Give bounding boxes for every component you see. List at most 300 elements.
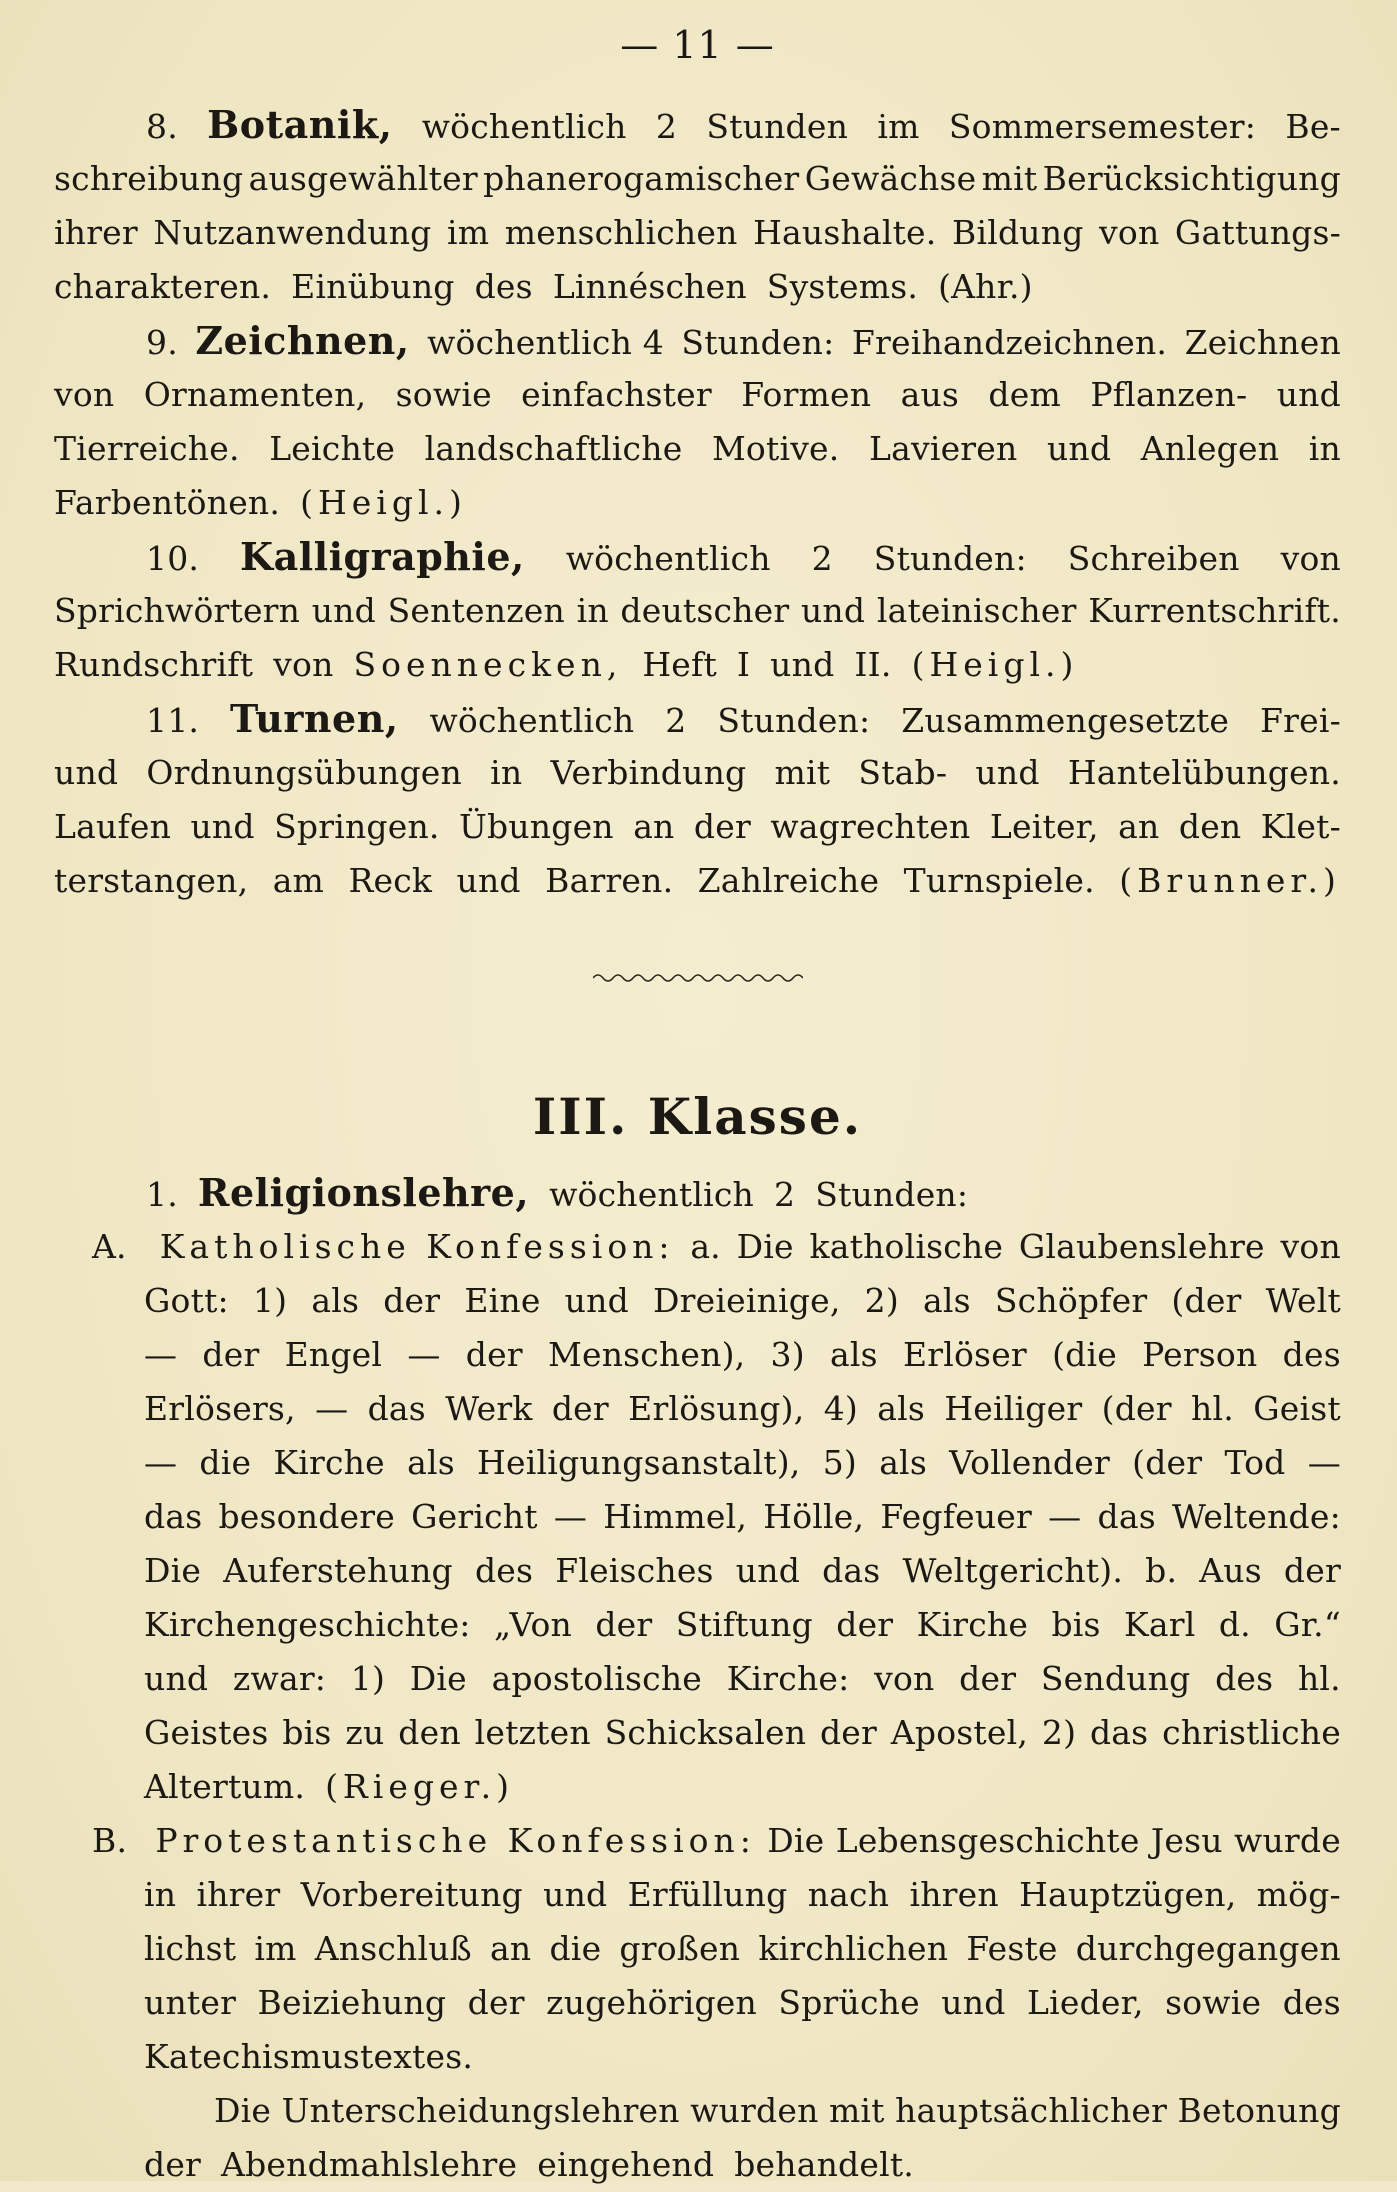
text-word: Lebensgeschichte [835, 1821, 1140, 1860]
text-word: (Ahr.) [938, 267, 1033, 306]
text-word: ihrer [196, 1875, 281, 1914]
text-word: Leichte [269, 429, 396, 468]
text-word: 2 [665, 701, 687, 740]
text-line [54, 260, 1341, 314]
text-word: und [543, 1875, 608, 1914]
text-word: Kirche [916, 1605, 1029, 1644]
text-word: Die [736, 1227, 794, 1266]
text-line [54, 854, 1341, 908]
text-line [144, 1706, 1341, 1760]
list-marker: A. [92, 1227, 127, 1266]
text-word: katholische [809, 1227, 1004, 1266]
text-word: Verbindung [550, 753, 747, 792]
text-word: 2) [864, 1281, 899, 1320]
text-word: wöchentlich [421, 107, 627, 146]
text-word: 2) [1041, 1713, 1077, 1752]
text-word: phanerogamischer [483, 159, 800, 198]
text-word: „Von [493, 1605, 572, 1644]
text-word: Fleisches [555, 1551, 714, 1590]
item-botanik [54, 98, 1341, 314]
text-word: christliche [1162, 1713, 1341, 1752]
text-word: das [144, 1497, 203, 1536]
protestant-section [54, 1814, 1341, 2192]
text-word: Be- [1285, 107, 1341, 146]
text-word: Altertum. [144, 1767, 306, 1806]
text-word: Die [767, 1821, 825, 1860]
text-line [92, 1220, 1341, 1274]
text-word: wurden [690, 2091, 819, 2130]
text-word: (die [1052, 1335, 1117, 1374]
text-word: und [311, 591, 376, 630]
catholic-section [54, 1220, 1341, 1814]
text-word: charakteren. [54, 267, 272, 306]
text-word: des [1215, 1659, 1274, 1698]
text-word: Sommersemester: [948, 107, 1257, 146]
text-word: a. [690, 1227, 721, 1266]
text-word: am [272, 861, 325, 900]
text-word: der [144, 2145, 202, 2184]
text-word: der [551, 1389, 609, 1428]
text-word: wöchentlich [565, 539, 771, 578]
text-word: Vorbereitung [300, 1875, 523, 1914]
text-word: Fegfeuer [880, 1497, 1033, 1536]
text-word: Zeichnen [1184, 323, 1341, 362]
text-word: lateinischer [876, 591, 1077, 630]
text-word: letzten [474, 1713, 591, 1752]
text-word: von [1280, 539, 1341, 578]
text-word: 2 [655, 107, 678, 146]
text-word: Erfüllung [627, 1875, 788, 1914]
text-word: und [800, 591, 866, 630]
text-word: Engel [284, 1335, 383, 1374]
text-word: Feste [966, 1929, 1058, 1968]
text-line [144, 1760, 1341, 1814]
text-word: Schicksalen [604, 1713, 807, 1752]
text-word: Glaubenslehre [1018, 1227, 1265, 1266]
text-word: in [1308, 429, 1341, 468]
text-word: der [595, 1605, 653, 1644]
text-word: im [877, 107, 920, 146]
text-word: ausgewählter [248, 159, 478, 198]
text-word: als [923, 1281, 971, 1320]
text-word: Auferstehung [223, 1551, 453, 1590]
text-word: Bildung [952, 213, 1084, 252]
text-word: Reck [348, 861, 433, 900]
text-word: 1) [252, 1281, 288, 1320]
text-word: Anschluß [314, 1929, 472, 1968]
text-word: besondere [218, 1497, 395, 1536]
text-line [54, 530, 1341, 584]
text-word: hl. [1297, 1659, 1341, 1698]
text-word: hauptsächlicher [895, 2091, 1168, 2130]
text-word: — [144, 1443, 178, 1482]
text-word: Himmel, [603, 1497, 748, 1536]
text-word: nach [807, 1875, 890, 1914]
text-word: aus [900, 375, 960, 414]
text-word: wöchentlich [549, 1175, 754, 1214]
text-line [144, 1868, 1341, 1922]
text-word: — [407, 1335, 441, 1374]
text-word: Haushalte. [753, 213, 937, 252]
text-word: und [770, 645, 835, 684]
text-word: (Rieger.) [325, 1767, 515, 1806]
text-word: hl. [1191, 1389, 1234, 1428]
text-word: im [447, 213, 490, 252]
text-word: von [54, 375, 115, 414]
text-line [54, 746, 1341, 800]
text-word: und [144, 1659, 209, 1698]
text-word: Weltende: [1171, 1497, 1341, 1536]
text-word: 10. [146, 539, 200, 578]
text-line [144, 2030, 1341, 2084]
text-word: von [1280, 1227, 1341, 1266]
text-word: Übungen [459, 807, 614, 846]
text-word: Linnéschen [552, 267, 747, 306]
text-word: an [490, 1929, 532, 1968]
text-line [144, 1328, 1341, 1382]
text-word: Leiter, [989, 807, 1099, 846]
text-word: und [456, 861, 521, 900]
text-line [144, 1274, 1341, 1328]
text-word: — [315, 1389, 349, 1428]
text-word: 2 [811, 539, 833, 578]
text-word: d. [1218, 1605, 1251, 1644]
text-word: mit [774, 753, 831, 792]
text-line [54, 584, 1341, 638]
text-word: Die [144, 1551, 202, 1590]
text-line [144, 1382, 1341, 1436]
text-word: 3) [770, 1335, 805, 1374]
text-word: Freihandzeichnen. [851, 323, 1168, 362]
text-word: und [190, 807, 255, 846]
text-word: Stiftung [675, 1605, 813, 1644]
text-word: Heiliger [944, 1389, 1083, 1428]
text-word: der [467, 1983, 525, 2022]
text-word: Sendung [1040, 1659, 1191, 1698]
text-word: als [879, 1443, 927, 1482]
text-word: an [633, 807, 675, 846]
text-word: in [576, 591, 609, 630]
text-word: Hauptzügen, [1019, 1875, 1237, 1914]
text-word: Farbentönen. [54, 483, 281, 522]
text-word: des [1282, 1983, 1341, 2022]
text-word: Karl [1124, 1605, 1196, 1644]
text-word: Anlegen [1140, 429, 1280, 468]
text-word: mit [981, 159, 1038, 198]
text-line [144, 1922, 1341, 1976]
text-word: b. [1145, 1551, 1178, 1590]
text-word: Welt [1265, 1281, 1341, 1320]
text-word: das [367, 1389, 426, 1428]
text-word: der [959, 1659, 1017, 1698]
subject-heading: Turnen, [229, 696, 399, 741]
subject-heading: Religionslehre, [197, 1170, 530, 1215]
text-line [144, 1976, 1341, 2030]
text-word: Jesu [1150, 1821, 1223, 1860]
text-line [54, 206, 1341, 260]
text-word: Sentenzen [387, 591, 565, 630]
text-word: Protestantische Konfession: [155, 1821, 756, 1860]
text-word: Schöpfer [994, 1281, 1148, 1320]
item-religionslehre [54, 1166, 1341, 2192]
text-word: Weltgericht). [902, 1551, 1124, 1590]
text-line [54, 476, 1341, 530]
text-word: Lieder, [1026, 1983, 1144, 2022]
text-word: Ornamenten, [143, 375, 367, 414]
text-word: Sprichwörtern [54, 591, 301, 630]
text-word: Vollender [949, 1443, 1110, 1482]
text-word: Springen. [274, 807, 440, 846]
text-word: Systems. [766, 267, 919, 306]
text-word: Kirche [273, 1443, 385, 1482]
text-word: und [1046, 429, 1112, 468]
text-word: Betonung [1177, 2091, 1341, 2130]
text-line [92, 1814, 1341, 1868]
text-word: (der [1101, 1389, 1172, 1428]
text-word: Sprüche [778, 1983, 920, 2022]
text-word: Laufen [54, 807, 172, 846]
text-line [54, 152, 1341, 206]
text-word: der [819, 1713, 878, 1752]
item-zeichnen [54, 314, 1341, 530]
text-word: — [1048, 1497, 1082, 1536]
text-word: I [736, 645, 751, 684]
text-word: in [490, 753, 523, 792]
text-word: mög- [1256, 1875, 1341, 1914]
text-word: der [465, 1335, 523, 1374]
text-word: Soennecken, [353, 645, 623, 684]
text-word: zugehörigen [546, 1983, 757, 2022]
text-word: Schreiben [1067, 539, 1240, 578]
text-line [144, 1652, 1341, 1706]
item-turnen [54, 692, 1341, 908]
text-word: wöchentlich [429, 701, 635, 740]
text-line [144, 2138, 1341, 2192]
text-word: (der [1132, 1443, 1203, 1482]
text-word: den [398, 1713, 461, 1752]
text-word: dem [988, 375, 1061, 414]
text-word: Rundschrift [54, 645, 254, 684]
text-word: — [1307, 1443, 1341, 1482]
text-word: Die [409, 1659, 467, 1698]
text-word: die [549, 1929, 602, 1968]
text-word: 2 [774, 1175, 796, 1214]
text-word: von [874, 1659, 935, 1698]
text-line [54, 638, 1341, 692]
text-word: Erlösers, [144, 1389, 296, 1428]
text-word: 1. [146, 1175, 178, 1214]
text-word: an [1118, 807, 1160, 846]
text-word: 11. [146, 701, 200, 740]
text-word: Stunden: [681, 323, 835, 362]
text-word: 9. [146, 323, 178, 362]
text-word: Zusammengesetzte [901, 701, 1230, 740]
text-word: Menschen), [547, 1335, 746, 1374]
subject-heading: Botanik, [207, 102, 393, 147]
text-word: sowie [395, 375, 492, 414]
text-word: durchgegangen [1075, 1929, 1341, 1968]
text-word: mit [828, 2091, 885, 2130]
text-word: Stunden: [717, 701, 871, 740]
text-word: landschaftliche [424, 429, 683, 468]
text-word: Gott: [144, 1281, 229, 1320]
text-word: Stunden [706, 107, 849, 146]
item-kalligraphie [54, 530, 1341, 692]
text-word: den [1178, 807, 1242, 846]
text-word: Erlösung), [628, 1389, 805, 1428]
text-word: behandelt. [734, 2145, 914, 2184]
text-line [54, 422, 1341, 476]
text-word: Ordnungsübungen [146, 753, 462, 792]
text-word: und [735, 1551, 801, 1590]
text-word: Stunden: [873, 539, 1027, 578]
text-word: (Heigl.) [300, 483, 467, 522]
text-word: deutscher [620, 591, 790, 630]
text-word: Apostel, [890, 1713, 1029, 1752]
text-word: Hantelübungen. [1067, 753, 1341, 792]
text-word: ihren [909, 1875, 999, 1914]
text-word: Gewächse [804, 159, 977, 198]
text-word: — [144, 1335, 178, 1374]
text-line [144, 1490, 1341, 1544]
text-word: zwar: [232, 1659, 327, 1698]
text-word: menschlichen [504, 213, 738, 252]
text-line [144, 1436, 1341, 1490]
text-word: Person [1142, 1335, 1258, 1374]
text-word: der [383, 1281, 441, 1320]
text-word: und [54, 753, 119, 792]
text-word: einfachster [521, 375, 712, 414]
text-word: Beiziehung [257, 1983, 447, 2022]
text-word: Motive. [711, 429, 840, 468]
text-word: von [1099, 213, 1160, 252]
text-word: 4) [823, 1389, 858, 1428]
text-word: als [830, 1335, 878, 1374]
text-word: die [199, 1443, 252, 1482]
text-word: Kirche: [726, 1659, 850, 1698]
text-word: 8. [146, 107, 178, 146]
text-word: Stab- [858, 753, 948, 792]
subject-heading: Zeichnen, [195, 318, 410, 363]
text-line [54, 314, 1341, 368]
text-word: Geistes [144, 1713, 269, 1752]
text-word: Abendmahlslehre [221, 2145, 518, 2184]
text-word: Gr.“ [1274, 1605, 1341, 1644]
text-word: wöchentlich 4 [427, 323, 664, 362]
text-word: Barren. [545, 861, 674, 900]
text-word: der [836, 1605, 894, 1644]
text-word: Werk [445, 1389, 533, 1428]
text-word: sowie [1165, 1983, 1262, 2022]
text-word: 5) [822, 1443, 857, 1482]
text-word: Turnspiele. [903, 861, 1095, 900]
text-word: Berücksichtigung [1042, 159, 1341, 198]
text-line [54, 692, 1341, 746]
text-word: terstangen, [54, 861, 249, 900]
text-word: des [1282, 1335, 1341, 1374]
text-word: Stunden: [815, 1175, 969, 1214]
text-word: als [877, 1389, 926, 1428]
text-word: der [1283, 1551, 1341, 1590]
text-word: Dreieinige, [652, 1281, 841, 1320]
text-word: und [564, 1281, 629, 1320]
text-word: großen [619, 1929, 741, 1968]
text-word: eingehend [537, 2145, 715, 2184]
text-word: bis [282, 1713, 332, 1752]
text-word: das [822, 1551, 881, 1590]
text-line [54, 368, 1341, 422]
text-word: unter [144, 1983, 237, 2022]
text-word: des [474, 267, 533, 306]
text-word: Frei- [1260, 701, 1341, 740]
text-word: 1) [350, 1659, 386, 1698]
text-word: lichst [144, 1929, 237, 1968]
text-line [144, 1544, 1341, 1598]
text-word: Nutzanwendung [153, 213, 432, 252]
text-word: Erlöser [902, 1335, 1027, 1374]
text-word: Kirchengeschichte: [144, 1605, 471, 1644]
text-word: als [311, 1281, 360, 1320]
text-word: der [202, 1335, 260, 1374]
text-word: Einübung [291, 267, 455, 306]
text-word: wurde [1234, 1821, 1341, 1860]
text-word: Zahlreiche [697, 861, 880, 900]
text-word: Katechismustextes. [144, 2037, 474, 2076]
text-word: Gericht [411, 1497, 538, 1536]
text-line [144, 2084, 1341, 2138]
wavy-line-ornament [593, 971, 803, 985]
text-word: das [1097, 1497, 1156, 1536]
section-title: III. Klasse. [532, 1087, 863, 1146]
text-word: — [553, 1497, 588, 1536]
text-line [54, 1166, 1341, 1220]
text-word: Formen [741, 375, 872, 414]
text-word: (Heigl.) [911, 645, 1079, 684]
text-word: des [474, 1551, 534, 1590]
text-word: Heiligungsanstalt), [477, 1443, 801, 1482]
text-line [54, 98, 1341, 152]
text-word: Aus [1199, 1551, 1262, 1590]
text-line [144, 1598, 1341, 1652]
text-word: Lavieren [868, 429, 1018, 468]
text-word: Gattungs- [1174, 213, 1341, 252]
text-word: und [941, 1983, 1006, 2022]
text-word: (der [1171, 1281, 1242, 1320]
text-word: in [144, 1875, 177, 1914]
text-word: Heft [642, 645, 717, 684]
text-word: Tod [1224, 1443, 1286, 1482]
text-word: von [273, 645, 334, 684]
text-word: als [407, 1443, 455, 1482]
text-word: (Brunner.) [1119, 861, 1341, 900]
text-word: II. [854, 645, 892, 684]
text-word: Pflanzen- [1090, 375, 1248, 414]
text-word: apostolische [491, 1659, 703, 1698]
text-word: bis [1051, 1605, 1101, 1644]
text-word: zu [345, 1713, 385, 1752]
text-word: Kurrentschrift. [1088, 591, 1341, 630]
text-word: Tierreiche. [54, 429, 240, 468]
text-word: Hölle, [763, 1497, 865, 1536]
section-divider [54, 936, 1341, 1020]
text-word: Eine [464, 1281, 541, 1320]
text-word: der [693, 807, 751, 846]
text-word: Unterscheidungslehren [281, 2091, 680, 2130]
text-word: Geist [1253, 1389, 1341, 1428]
text-word: Klet- [1260, 807, 1341, 846]
text-word: kirchlichen [758, 1929, 949, 1968]
text-word: Katholische Konfession: [159, 1227, 675, 1266]
